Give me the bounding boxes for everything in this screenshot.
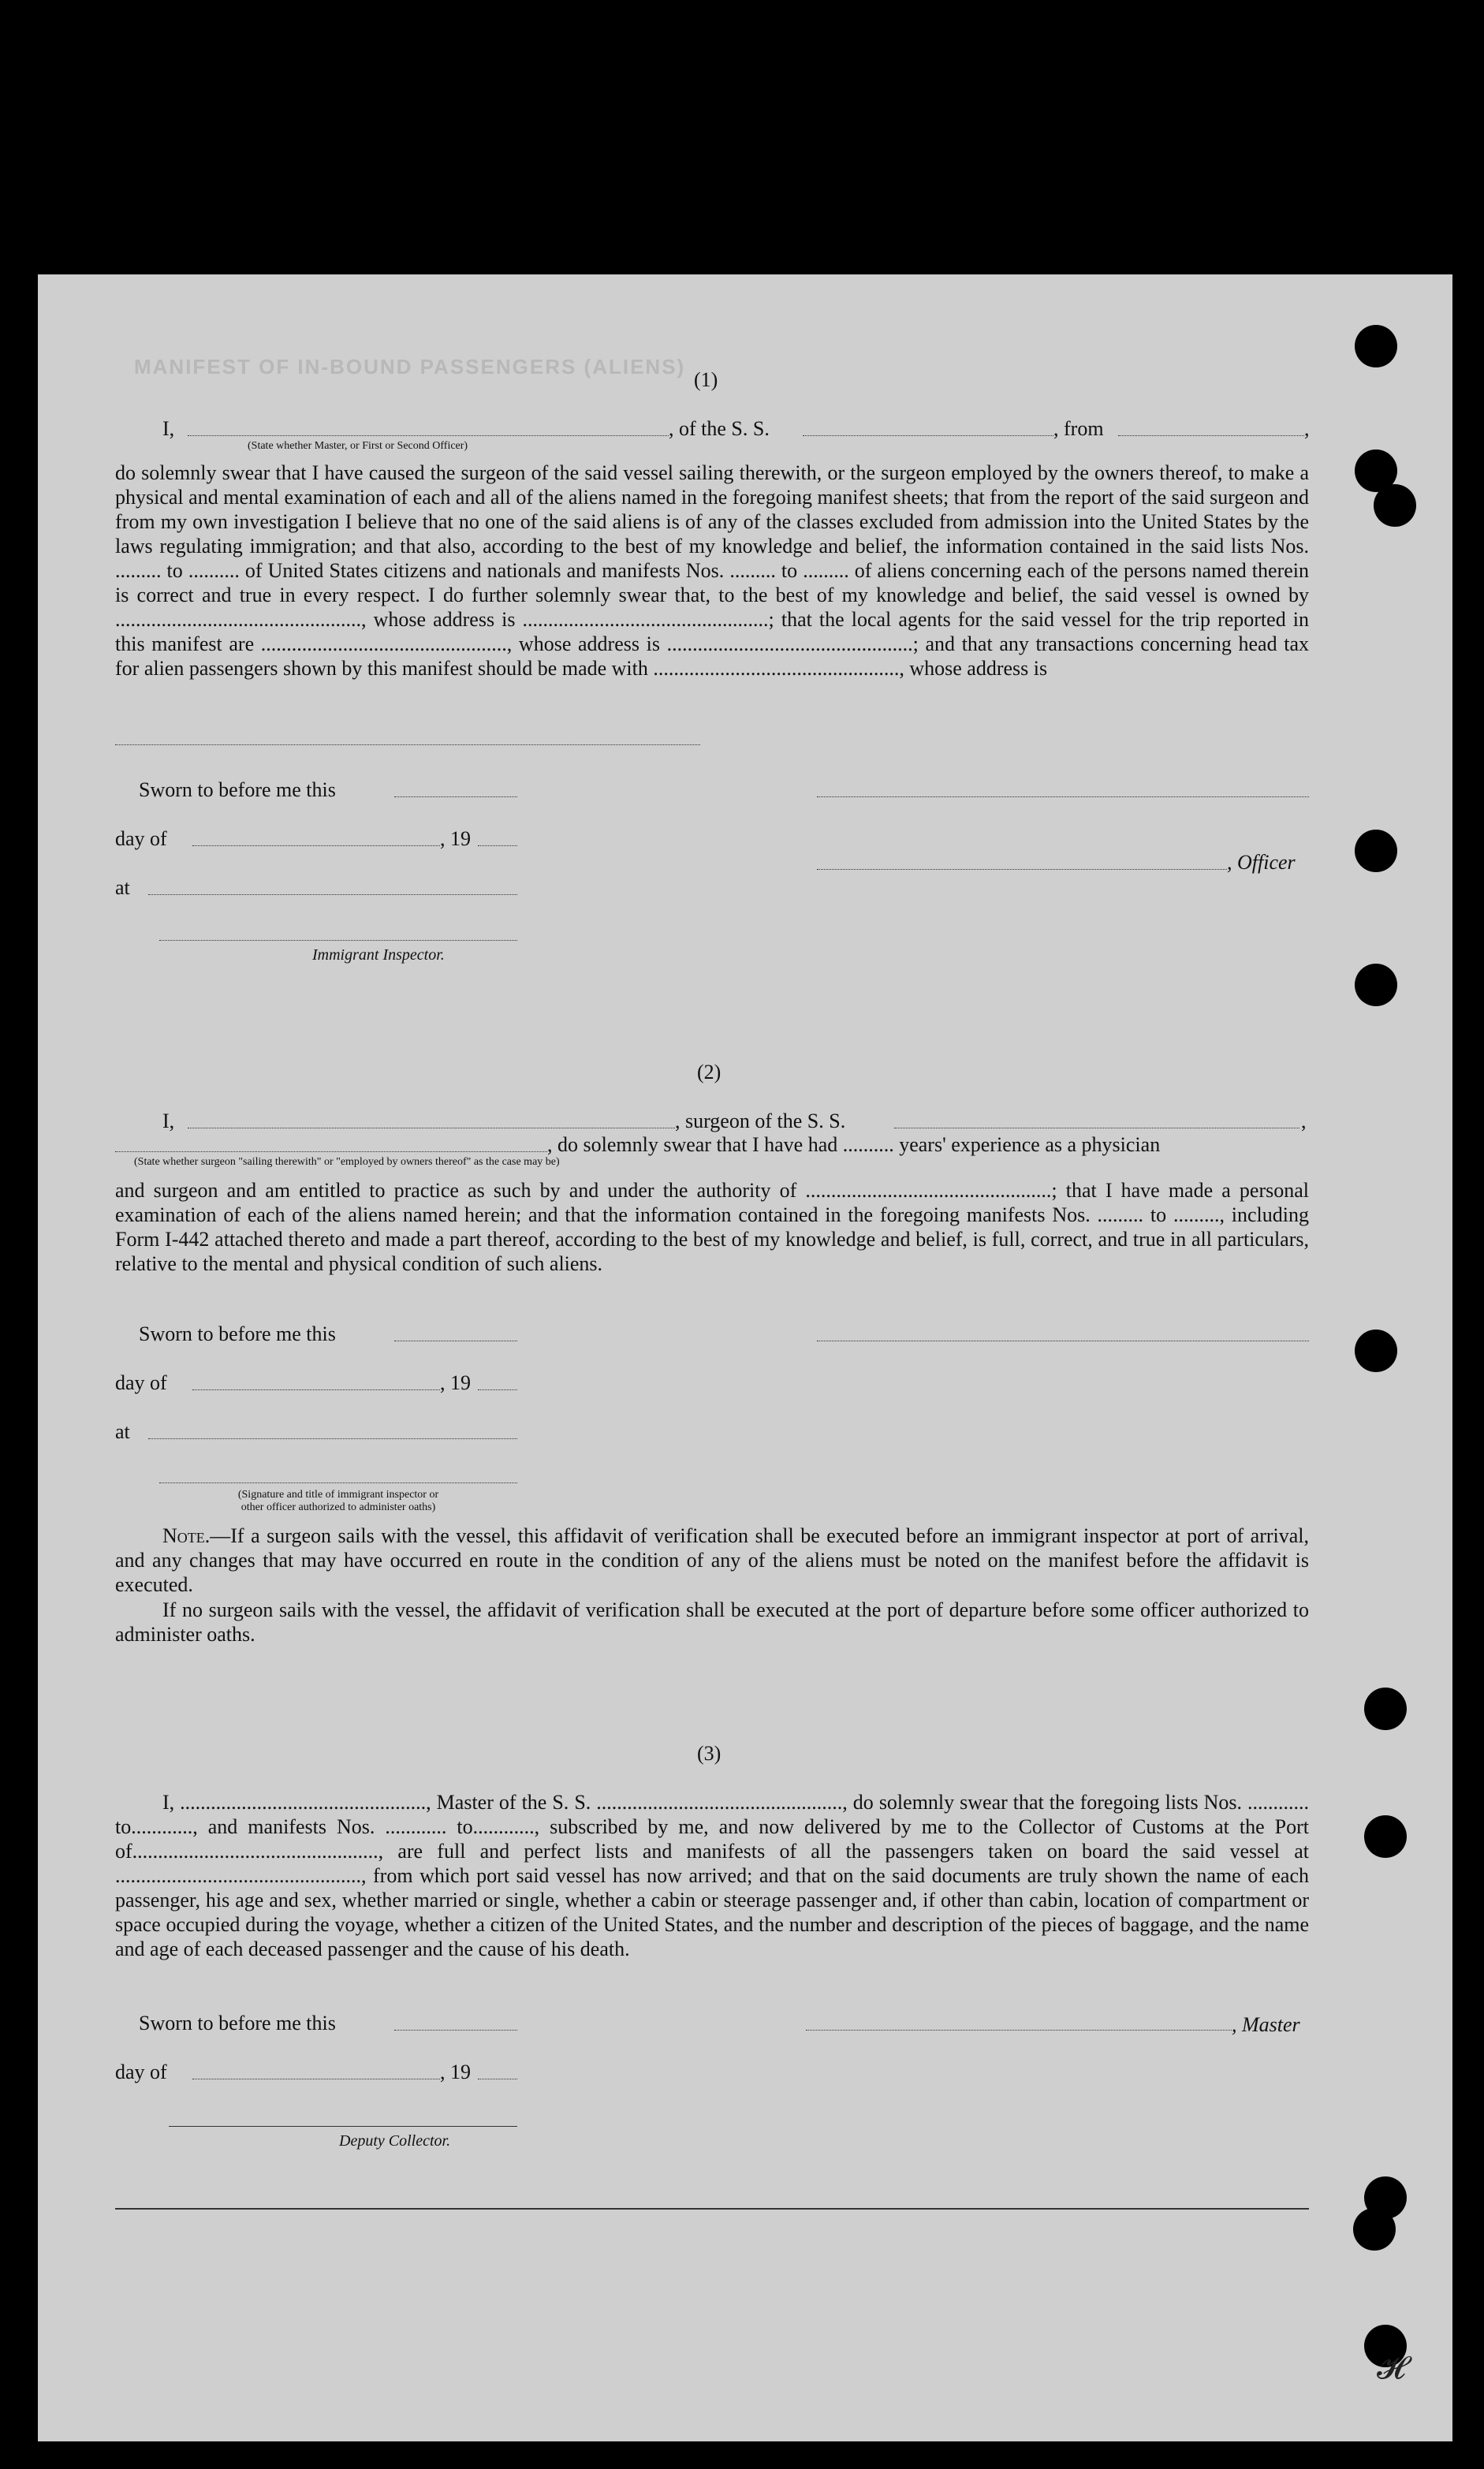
section-2-number: (2) — [697, 1061, 721, 1083]
note-text: —If a surgeon sails with the vessel, this affidavit of verification shall be executed before an immigrant inspector at port of arrival, and any changes that may have occurred en route in the condition of any of the aliens must be noted on the manifest before the affidavit is executed. — [115, 1524, 1309, 1596]
s1-year: , 19 — [440, 827, 471, 850]
s1-sworn-field[interactable] — [394, 796, 517, 797]
s1-i: I, — [162, 417, 175, 440]
punch-hole — [1355, 1330, 1397, 1372]
s1-from: , from — [1053, 417, 1104, 440]
s3-master-label: , Master — [1232, 2013, 1300, 2036]
s3-master-sign-field[interactable] — [806, 2030, 1232, 2031]
s2-day-field[interactable] — [192, 1389, 440, 1390]
s1-officer-sign-field[interactable] — [817, 796, 1309, 797]
faded-heading: MANIFEST OF IN-BOUND PASSENGERS (ALIENS) — [134, 355, 686, 379]
s1-officer-field[interactable] — [188, 435, 669, 436]
s2-sig-note-1: (Signature and title of immigrant inspector or — [237, 1489, 439, 1501]
punch-hole — [1374, 484, 1416, 527]
s1-day-field[interactable] — [192, 845, 440, 846]
section-3-number: (3) — [697, 1742, 721, 1765]
s3-year: , 19 — [440, 2061, 471, 2083]
s2-at: at — [115, 1420, 130, 1443]
s3-collector-sign-field[interactable] — [169, 2126, 517, 2127]
s1-from-field[interactable] — [1118, 435, 1304, 436]
s1-inspector-label: Immigrant Inspector. — [312, 946, 445, 964]
s2-status-note: (State whether surgeon "sailing therewith" or "employed by owners thereof" as the case may be) — [134, 1156, 560, 1168]
punch-hole — [1364, 1688, 1407, 1730]
s2-experience-line: , do solemnly swear that I have had .......... years' experience as a physician — [547, 1133, 1161, 1156]
s3-sworn-field[interactable] — [394, 2030, 517, 2031]
s1-at-field[interactable] — [148, 894, 517, 895]
punch-hole — [1355, 964, 1397, 1006]
s1-address-field[interactable] — [115, 744, 700, 745]
s2-note-paragraph-2: If no surgeon sails with the vessel, the affidavit of verification shall be executed at the port of departure before some officer authorized to administer oaths. — [115, 1598, 1309, 1646]
s1-officer-label: , Officer — [1227, 851, 1296, 874]
note-label: Note. — [162, 1524, 211, 1547]
s2-sworn: Sworn to before me this — [139, 1322, 336, 1345]
s1-day: day of — [115, 827, 167, 850]
s1-oath-text: do solemnly swear that I have caused the surgeon of the said vessel sailing therewith, or the surgeon employed by the owners thereof, to make a physical and mental examination of each and all of the aliens named in the foregoing manifest sheets; that from the report of the said surgeon and from my own investigation I believe that no one of the said aliens is of any of the classes excluded from admission into the United States by the laws regulating immigration; and that also, according to the best of my knowledge and belief, the information contained in the said lists Nos. ......... to .......... of United States citizens and nationals and manifests Nos. ......... to ......... of aliens concerning each of the persons named therein is correct and true in every respect. I do further solemnly swear that, to the best of my knowledge and belief, the said vessel is owned by ................................................, whose address is ................................................; that the local agents for the said vessel for the trip reported in this manifest are ................................................, whose address is ................................................; and that any transactions concerning head tax for alien passengers shown by this manifest should be made with ................................................, whose address is — [115, 461, 1309, 680]
punch-hole — [1364, 1815, 1407, 1858]
s2-note-paragraph — [115, 1524, 1309, 1597]
s2-i: I, — [162, 1110, 175, 1132]
s3-day: day of — [115, 2061, 167, 2083]
s1-of-ss: , of the S. S. — [669, 417, 770, 440]
s2-at-field[interactable] — [148, 1438, 517, 1439]
s2-year-field[interactable] — [478, 1389, 517, 1390]
s2-sig-note-2: other officer authorized to administer oaths) — [240, 1501, 436, 1513]
bottom-rule — [115, 2208, 1309, 2210]
s3-collector-label: Deputy Collector. — [339, 2132, 451, 2150]
section-1-number: (1) — [694, 368, 718, 391]
punch-hole — [1353, 2208, 1396, 2251]
s2-status-field[interactable] — [115, 1151, 547, 1152]
s1-sworn: Sworn to before me this — [139, 778, 336, 801]
punch-hole — [1355, 830, 1397, 872]
s2-year: , 19 — [440, 1371, 471, 1394]
s2-surgeon-of-ss: , surgeon of the S. S. — [675, 1110, 846, 1132]
s1-officer-note: (State whether Master, or First or Second Officer) — [248, 440, 468, 452]
s1-comma: , — [1304, 417, 1310, 440]
s1-vessel-field[interactable] — [803, 435, 1053, 436]
s2-comma: , — [1301, 1110, 1307, 1132]
s1-officer-field-2[interactable] — [817, 869, 1227, 870]
s1-year-field[interactable] — [478, 845, 517, 846]
handwritten-mark: 𝓗 — [1377, 2350, 1406, 2386]
punch-hole — [1355, 325, 1397, 367]
s2-oath-text: and surgeon and am entitled to practice as such by and under the authority of ................................................; that I have made a personal examination of each of the aliens named herein; and that the information contained in the foregoing manifests Nos. ......... to ........., including Form I-442 attached thereto and made a part thereof, according to the best of my knowledge and belief, is full, correct, and true in all particulars, relative to the mental and physical condition of such aliens. — [115, 1179, 1309, 1275]
s1-at: at — [115, 876, 130, 899]
s2-day: day of — [115, 1371, 167, 1394]
s3-sworn: Sworn to before me this — [139, 2012, 336, 2035]
s3-oath-text: I, ................................................, Master of the S. S. ................................................, do solemnly swear that the foregoing lists Nos. ............ to............, and manifests Nos. ............ to............, subscribed by me, and now delivered by me to the Collector of Customs at the Port of................................................, are full and perfect lists and manifests of all the passengers taken on board the said vessel at ................................................, from which port said vessel has now arrived; and that on the said documents are truly shown the name of each passenger, his age and sex, whether married or single, whether a cabin or steerage passenger and, if other than cabin, location of compartment or space occupied during the voyage, whether a citizen of the United States, and the number and description of the pieces of baggage, and the name and age of each deceased passenger and the cause of his death. — [115, 1791, 1309, 1960]
s1-inspector-sign-field[interactable] — [159, 940, 517, 941]
